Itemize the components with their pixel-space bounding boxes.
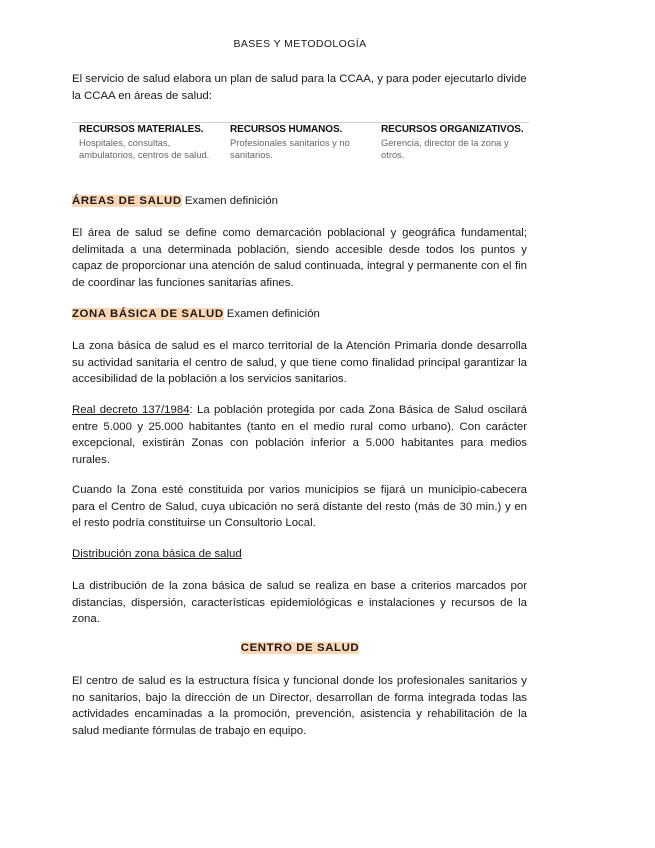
decree-link: Real decreto 137/1984 xyxy=(72,404,190,416)
resource-title: RECURSOS MATERIALES. xyxy=(79,124,204,135)
areas-paragraph: El área de salud se define como demarcación poblacional y geográfica fundamental; delimitada a una determinada población, siendo accesible desde todos los puntos y capaz de proporcionar una atención de salud continuada, integral y permanente con el fin de coordinar las funciones sanitarias afines. xyxy=(72,227,527,289)
decree-text: : La población protegida por cada Zona Básica de Salud oscilará entre 5.000 y 25.000 habitantes (tanto en el medio rural como urbano). Con carácter excepcional, existirán Zonas con población inferior a 5.000 habitantes para medios rurales. xyxy=(72,404,527,466)
municipios-paragraph: Cuando la Zona esté constituida por varios municipios se fijará un municipio-cabecera para el Centro de Salud, cuya ubicación no será distante del resto (más de 30 min.) y en el resto podría constituirse un Consultorio Local. xyxy=(72,484,527,530)
zona-paragraph: La zona básica de salud es el marco territorial de la Atención Primaria donde desarrolla su actividad sanitaria el centro de salud, y que tiene como finalidad principal garantizar la accesibilidad de la población a los servicios sanitarios. xyxy=(72,340,527,386)
resource-title: RECURSOS HUMANOS. xyxy=(230,124,343,135)
areas-tag: Examen definición xyxy=(181,195,278,207)
resource-body: Profesionales sanitarios y no sanitarios. xyxy=(230,136,350,160)
decree-paragraph xyxy=(72,402,527,468)
page-header: BASES Y METODOLOGÍA xyxy=(233,38,367,50)
resource-cell-humanos xyxy=(223,123,374,162)
zona-heading: ZONA BÁSICA DE SALUD xyxy=(72,308,224,320)
distribution-heading: Distribución zona básica de salud xyxy=(72,548,242,560)
centro-heading-line xyxy=(0,640,600,657)
areas-heading: ÁREAS DE SALUD xyxy=(72,195,182,207)
resource-body: Hospitales, consultas, ambulatorios, centros de salud. xyxy=(79,136,210,160)
areas-heading-line xyxy=(72,193,278,210)
centro-paragraph: El centro de salud es la estructura física y funcional donde los profesionales sanitarios y no sanitarios, bajo la dirección de un Director, desarrollan de forma integrada todas las actividades encaminadas a la promoción, prevención, asistencia y rehabilitación de la salud mediante fórmulas de trabajo en equipo. xyxy=(72,675,527,737)
resources-table xyxy=(72,122,529,162)
distribution-paragraph: La distribución de la zona básica de salud se realiza en base a criterios marcados por distancias, dispersión, características epidemiológicas e instalaciones y recursos de la zona. xyxy=(72,580,527,626)
resource-title: RECURSOS ORGANIZATIVOS. xyxy=(381,124,524,135)
centro-heading: CENTRO DE SALUD xyxy=(240,642,360,654)
resource-cell-materiales xyxy=(72,123,223,162)
resource-body: Gerencia, director de la zona y otros. xyxy=(381,136,509,160)
intro-paragraph: El servicio de salud elabora un plan de salud para la CCAA, y para poder ejecutarlo divide la CCAA en áreas de salud: xyxy=(72,73,527,102)
resource-cell-organizativos xyxy=(374,123,525,162)
zona-tag: Examen definición xyxy=(223,308,320,320)
zona-heading-line xyxy=(72,306,320,323)
